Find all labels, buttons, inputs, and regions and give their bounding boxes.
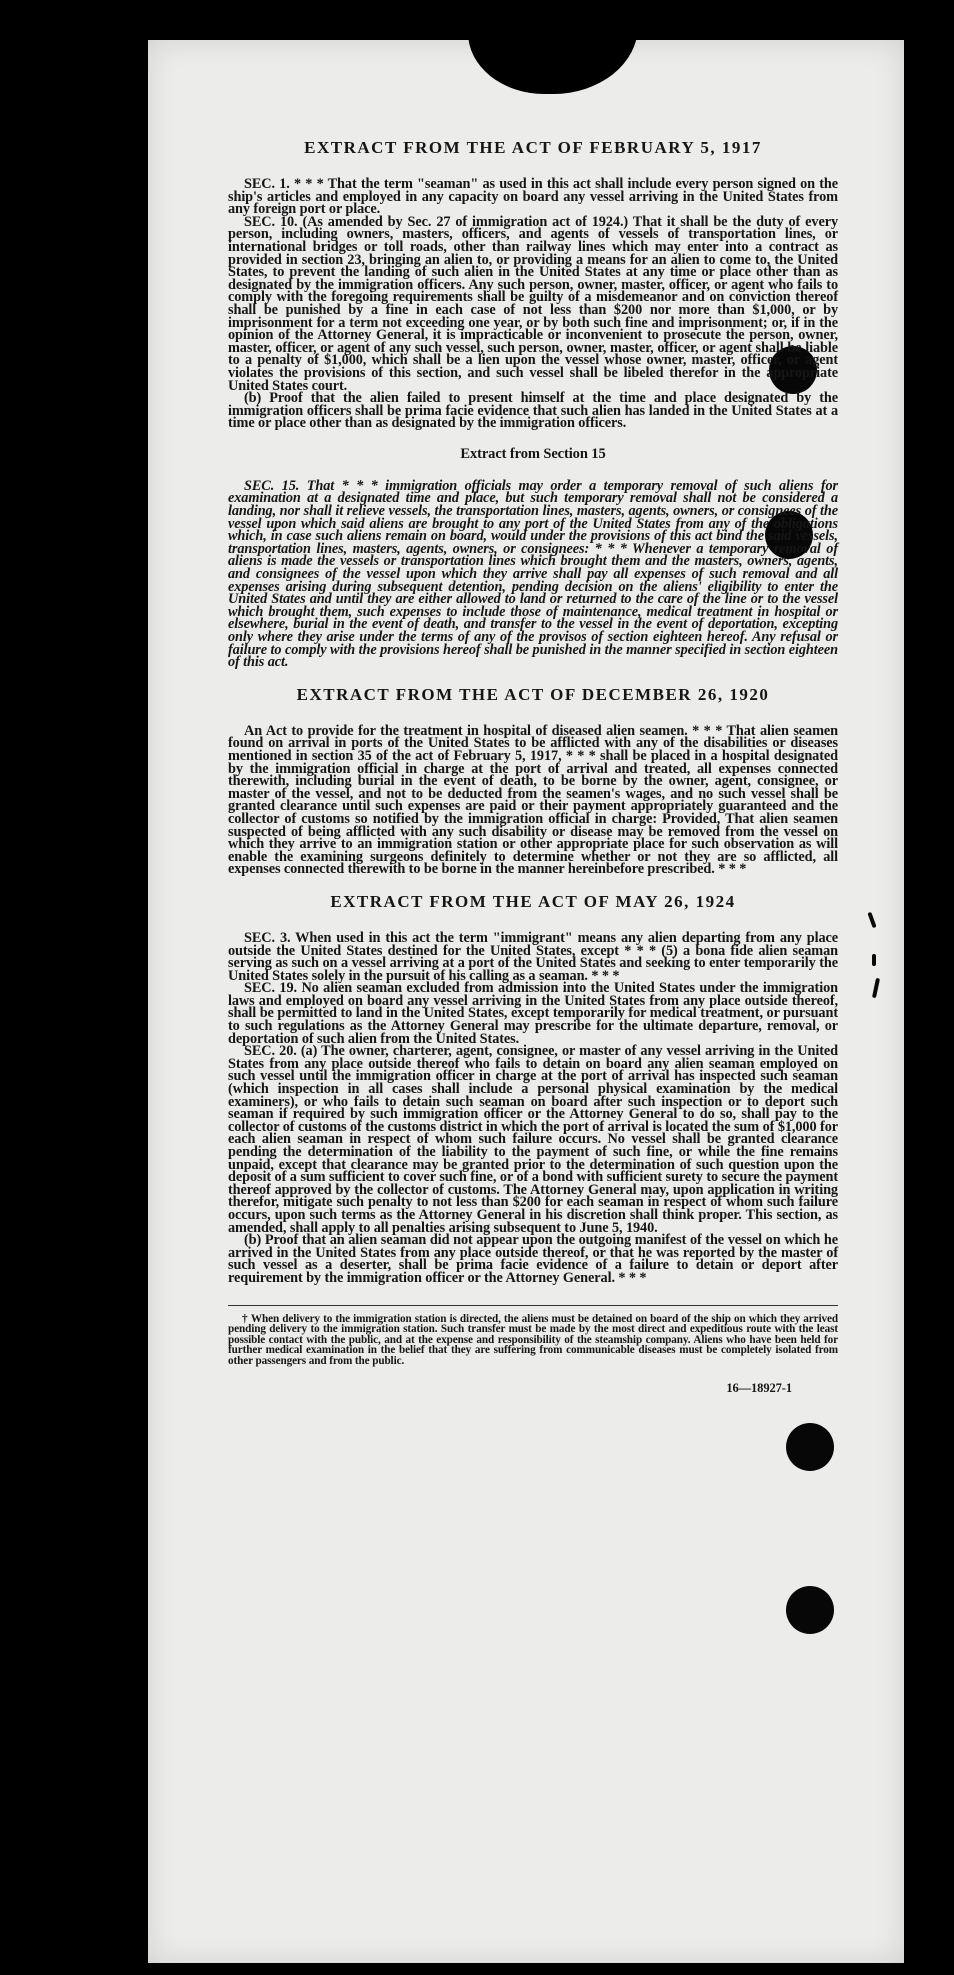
paragraph: SEC. 20. (a) The owner, charterer, agent, consignee, or master of any vessel arriving in the United States from any place outside thereof who fails to detain on board any alien seaman employed on such vessel until the immigration officer in charge at the port of arrival has inspected such seaman (which inspection in all cases shall include a personal physical examination by the medical examiners), or who fails to detain such seaman on board after such inspection or to deport such seaman if required by such immigration officer or the Attorney General to do so, shall pay to the collector of customs of the customs district in which the port of arrival is located the sum of $1,000 for each alien seaman in respect of whom such failure occurs. No vessel shall be granted clearance pending the determination of the liability to the payment of such fine, or while the fine remains unpaid, except that clearance may be granted prior to the determination of such question upon the deposit of a sum sufficient to cover such fine, or of a bond with sufficient surety to secure the payment thereof approved by the collector of customs. The Attorney General may, upon application in writing therefor, mitigate such penalty to not less than $200 for each seaman in respect of whom such failure occurs, upon such terms as the Attorney General in his discretion shall think proper. This section, as amended, shall apply to all penalties arising subsequent to June 5, 1940. [228, 1043, 838, 1236]
footnote-text: † When delivery to the immigration station is directed, the aliens must be detained on board of the ship on which they arrived pending delivery to the immigration station. Such transfer must be made by the most direct and expeditious route with the least possible contact with the public, and at the expense and responsibility of the steamship company. Aliens who have been held for further medical examination in the belief that they are suffering from communicable diseases must be completely isolated from other passengers and from the public. [228, 1312, 838, 1367]
torn-edge-notch [468, 26, 638, 94]
section-heading: EXTRACT FROM THE ACT OF MAY 26, 1924 [330, 891, 736, 911]
punch-hole [786, 1586, 834, 1634]
section-heading: EXTRACT FROM THE ACT OF FEBRUARY 5, 1917 [304, 138, 762, 157]
section-15-extract [228, 446, 838, 669]
section-act-1917 [228, 138, 838, 430]
paragraph: SEC. 1. * * * That the term "seaman" as used in this act shall include every person signed on the ship's articles and employed in any capacity on board any vessel arriving in the United States from any foreign port or place. [228, 176, 838, 218]
paragraph: SEC. 19. No alien seaman excluded from admission into the United States under the immigration laws and employed on board any vessel arriving in the United States from any place outside thereof, shall be permitted to land in the United States, except temporarily for medical treatment, or pursuant to such regulations as the Attorney General may prescribe for the ultimate departure, removal, or deportation of such alien from the United States. [228, 980, 838, 1047]
form-number: 16—18927-1 [726, 1381, 792, 1396]
document-body [228, 138, 838, 1395]
footnote [228, 1305, 838, 1367]
punch-hole [786, 1423, 834, 1471]
stray-mark [872, 954, 876, 966]
paragraph: (b) Proof that the alien failed to present himself at the time and place designated by the immigration officers shall be prima facie evidence that such alien has landed in the United States at a time or place other than as designated by the immigration officers. [228, 390, 838, 432]
paragraph: SEC. 10. (As amended by Sec. 27 of immigration act of 1924.) That it shall be the duty of every person, including owners, masters, officers, and agents of vessels of transportation lines, or international bridges or toll roads, other than railway lines which may enter into a contract as provided in section 23, bringing an alien to, or providing a means for an alien to come to, the United States, to prevent the landing of such alien in the United States at any time or place other than as designated by the immigration officers. Any such person, owner, master, officer, or agent who fails to comply with the foregoing requirements shall be guilty of a misdemeanor and on conviction thereof shall be punished by a fine in each case of not less than $200 nor more than $1,000, or by imprisonment for a term not exceeding one year, or by both such fine and imprisonment; or, if in the opinion of the Attorney General, it is impracticable or inconvenient to prosecute the person, owner, master, officer, or agent of any such vessel, such person, owner, master, officer, or agent shall be liable to a penalty of $1,000, which shall be a lien upon the vessel whose owner, master, officer, or agent violates the provisions of this section, and such vessel shall be libeled therefor in the appropriate United States court. [228, 213, 838, 394]
document-page [148, 40, 904, 1963]
section-subheading: Extract from Section 15 [460, 445, 606, 462]
paragraph: An Act to provide for the treatment in hospital of diseased alien seamen. * * * That alien seamen found on arrival in ports of the United States to be afflicted with any of the disabilities or diseases mentioned in section 35 of the act of February 5, 1917, * * * shall be placed in a hospital designated by the immigration official in charge at the port of arrival and treated, all expenses connected therewith, including burial in the event of death, to be borne by the owner, agent, consignee, or master of the vessel, and not to be deducted from the seamen's wages, and no such vessel shall be granted clearance until such expenses are paid or their payment appropriately guaranteed and the collector of customs so notified by the immigration official in charge: Provided, That alien seamen suspected of being afflicted with any such disability or disease may be removed from the vessel on which they arrive to an immigration station or other appropriate place for such observation as will enable the examining surgeons definitely to determine whether or not they are so afflicted, all expenses connected therewith to be borne in the manner hereinbefore prescribed. * * * [228, 722, 838, 878]
paragraph: (b) Proof that an alien seaman did not appear upon the outgoing manifest of the vessel on which he arrived in the United States from any place outside thereof, or that he was reported by the master of such vessel as a deserter, shall be prima facie evidence of a failure to detain or deport after requirement by the immigration officer or the Attorney General. * * * [228, 1232, 838, 1286]
paragraph: SEC. 3. When used in this act the term "immigrant" means any alien departing from any place outside the United States destined for the United States, except * * * (5) a bona fide alien seaman serving as such on a vessel arriving at a port of the United States and seeking to enter temporarily the United States solely in the pursuit of his calling as a seaman. * * * [228, 929, 838, 984]
section-act-1920 [228, 685, 838, 876]
section-act-1924 [228, 892, 838, 1285]
paragraph: SEC. 15. That * * * immigration officials may order a temporary removal of such aliens for examination at a designated time and place, but such temporary removal shall not be considered a landing, nor shall it relieve vessels, the transportation lines, masters, agents, owners, or consignees of the vessel upon which said aliens are brought to any port of the United States from any of the obligations which, in case such aliens remain on board, would under the provisions of this act bind the said vessels, transportation lines, masters, agents, owners, or consignees: * * * Whenever a temporary removal of aliens is made the vessels or transportation lines which brought them and the masters, owners, agents, and consignees of the vessel upon which they arrive shall pay all expenses of such removal and all expenses arising during subsequent detention, pending decision on the aliens' eligibility to enter the United States and until they are either allowed to land or returned to the care of the line or to the vessel which brought them, such expenses to include those of maintenance, medical treatment in hospital or elsewhere, burial in the event of death, and transfer to the vessel in the event of deportation, excepting only where they arise under the terms of any of the provisos of section eighteen hereof. Any refusal or failure to comply with the provisions hereof shall be punished in the manner specified in section eighteen of this act. [228, 477, 838, 671]
section-heading: EXTRACT FROM THE ACT OF DECEMBER 26, 1920 [296, 684, 770, 704]
